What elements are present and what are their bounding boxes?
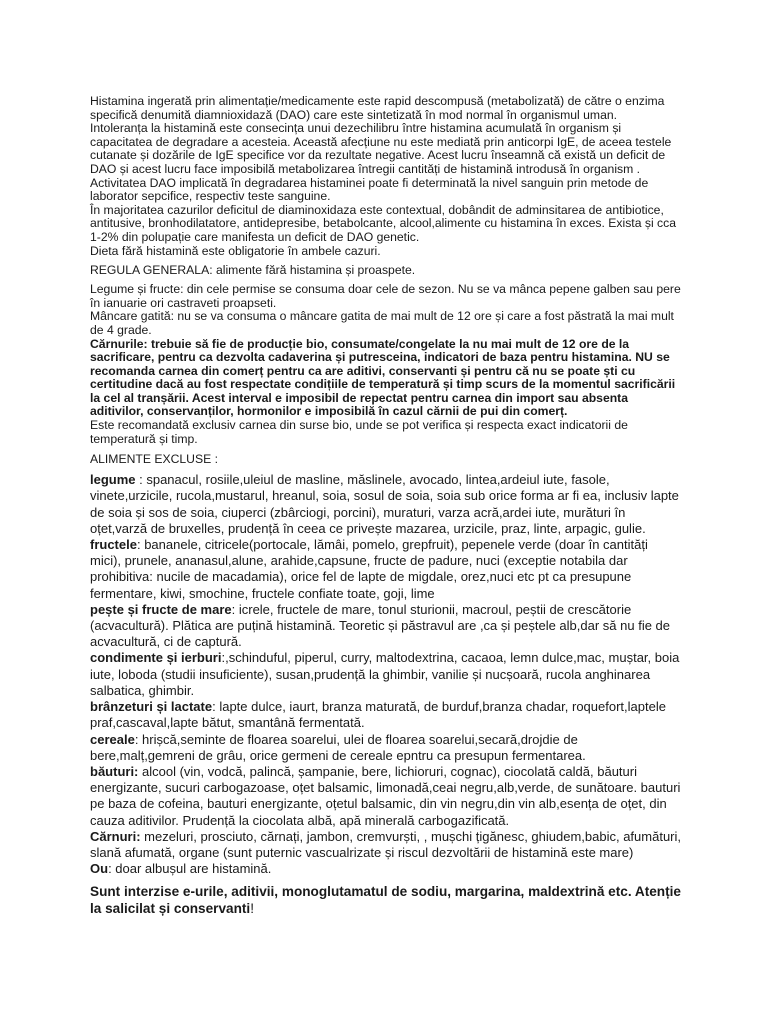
intro-section: [90, 95, 682, 258]
intro-paragraph: Histamina ingerată prin alimentație/medicamente este rapid descompusă (metabolizată) de către o enzima specifică denumită diamnioxidază (DAO) care este sintetizată în mod normal în organismul uman.: [90, 94, 665, 122]
category-text: :,schinduful, piperul, curry, maltodextrina, cacaoa, lemn dulce,mac, muștar, boia iute, loboda (studii insuficiente), susan,prudență la ghimbir, vanilie și nucșoară, rucola anghinarea salbatica, ghimbir.: [90, 650, 680, 698]
category-label: legume: [90, 472, 136, 488]
document-content: [90, 95, 682, 917]
category-text: : icrele, fructele de mare, tonul sturionii, macroul, peștii de crescătorie (acvacultură). Plătica are puțină histamină. Teoretic și păstravul are ,ca și peștele alb,dar să nu fie de acvacultură, ci de captură.: [90, 601, 671, 650]
category-label: băuturi:: [90, 763, 139, 779]
food-category-condimente: [90, 650, 682, 699]
general-rule: REGULA GENERALA: alimente fără histamina și proaspete.: [90, 263, 416, 278]
category-label: brânzeturi și lactate: [90, 699, 213, 715]
cooked-food-rule: Mâncare gatită: nu se va consuma o mâncare gatita de mai mult de 12 ore și care a fost păstrată la mai mult de 4 grade.: [90, 309, 674, 337]
category-text: : bananele, citricele(portocale, lămâi, pomelo, grepfruit), pepenele verde (doar în cantități mici), prunele, ananasul,alune, arahide,capsune, fructe de padure, nuci (exceptie notabila dar prohibitiva: nucile de macadamia), orice fel de lapte de migdale, orez,nuci etc pt ca presupune fermentare, kiwi, smochine, fructele confiate toate, goji, lime: [90, 537, 648, 601]
category-text: alcool (vin, vodcă, palincă, șampanie, bere, lichioruri, cognac), ciocolată caldă, băuturi energizante, sucuri carbogazoase, oțet balsamic, limonadă,ceai negru,alb,verde, de sunătoare. bauturi pe baza de cofeina, bauturi energizante, oțetul balsamic, din vin negru,din vin alb,esența de oțet, din cauza aditivilor. Prudență la ciocolata albă, apă minerală carbogazificată.: [90, 763, 681, 828]
excluded-foods-title: ALIMENTE EXCLUSE :: [90, 452, 219, 467]
final-warning: [90, 884, 682, 917]
food-category-peste: [90, 602, 682, 651]
category-label: Cărnuri:: [90, 828, 141, 844]
food-category-cereale: [90, 732, 682, 764]
category-label: pește și fructe de mare: [90, 601, 232, 617]
category-text: : hrișcă,seminte de floarea soarelui, ulei de floarea soarelui,secară,drojdie de bere,malț,gemreni de grâu, orice germeni de cereale epntru ca presupun fermentarea.: [90, 731, 586, 763]
food-category-fructe: [90, 537, 682, 602]
category-label: condimente și ierburi: [90, 650, 222, 666]
food-category-legume: [90, 472, 682, 537]
intro-paragraph: Activitatea DAO implicată în degradarea histaminei poate fi determinată la nivel sanguin prin metode de laborator sepcifice, respectiv teste sanguine.: [90, 175, 649, 204]
category-text: : doar albușul are histamină.: [108, 861, 272, 877]
final-warning-text: Sunt interzise e-urile, aditivii, monoglutamatul de sodiu, margarina, maldextrină etc. Atenție la salicilat și conservanti: [90, 884, 681, 916]
recommended-meat: Este recomandată exclusiv carnea din surse bio, unde se pot verifica și respecta exact indicatorii de temperatură și timp.: [90, 418, 628, 446]
category-text: : lapte dulce, iaurt, branza maturată, de burduf,branza chadar, roquefort,laptele praf,cascaval,lapte bătut, smantână fermentată.: [90, 699, 666, 731]
category-label: Ou: [90, 861, 109, 877]
intro-paragraph: Intoleranța la histamină este consecința unui dezechilibru între histamina acumulată în organism și capacitatea de degradare a acesteia. Această afecțiune nu este mediată prin anticorpi IgE, de aceea testele cutanate și dozările de IgE specifice vor da rezultate negative. Acest lucru înseamnă că există un deficit de DAO și acest lucru face imposibilă metabolizarea întregii cantități de histamină introdusă în organism .: [90, 121, 672, 176]
category-text: : spanacul, rosiile,uleiul de masline, măslinele, avocado, lintea,ardeiul iute, fasole, vinete,urzicile, rucola,mustarul, hreanul, soia, sosul de soia, soia sub orice forma ar fi ea, inclusiv lapte de soia și sos de soia, ciuperci (zbârciogi, porcini), muraturi, varza acră,ardei iute, murături în oțet,varză de bruxelles, prudență în ceea ce privește mazarea, urzicile, praz, linte, arpagic, gulie.: [90, 472, 679, 536]
intro-paragraph: În majoritatea cazurilor deficitul de diaminoxidaza este contextual, dobândit de adminsitarea de antibiotice, antitusive, bronhodilatatore, antidepresibe, betabolcante, alcool,alimente cu histamina în exces. Exista și cca 1-2% din polupație care manifesta un deficit de DAO genetic.: [90, 202, 677, 244]
food-category-branzeturi: [90, 699, 682, 731]
food-category-bauturi: [90, 764, 682, 829]
final-warning-end: !: [250, 900, 254, 916]
vegetables-fruits-rule: Legume și fructe: din cele permise se consuma doar cele de sezon. Nu se va mânca pepene galben sau pere în ianuarie ori castraveti proapseti.: [90, 282, 681, 310]
intro-paragraph: Dieta fără histamină este obligatorie în ambele cazuri.: [90, 243, 381, 258]
meat-rule: Cărnurile: trebuie să fie de producție bio, consumate/congelate la nu mai mult de 12 ore de la sacrificare, pentru ca dezvolta cadaverina și putresceina, indicatori de baza pentru histamina. NU se recomanda carnea din comerț pentru ca are aditivi, conservanti și pentru că nu se poate ști cu certitudine dacă au fost respectate condițiile de temperatură și timp scurs de la momentul sacrificării la cel al tranșării. Acest interval e imposibil de repectat pentru carnea din import sau absenta aditivilor, conservanților, hormonilor e imposibilă în cazul cărnii de pui din comerț.: [90, 336, 676, 419]
excluded-foods-list: [90, 472, 682, 877]
food-category-carnuri: [90, 829, 682, 861]
category-label: fructele: [90, 537, 137, 553]
category-label: cereale: [90, 731, 135, 747]
food-category-ou: [90, 861, 682, 877]
rules-section: [90, 283, 682, 446]
category-text: mezeluri, prosciuto, cărnați, jambon, cremvurști, , mușchi țigănesc, ghiudem,babic, afumături, slană afumată, organe (sunt puternic vascualrizate și riscul dezvoltării de histamină este mare): [90, 828, 682, 860]
